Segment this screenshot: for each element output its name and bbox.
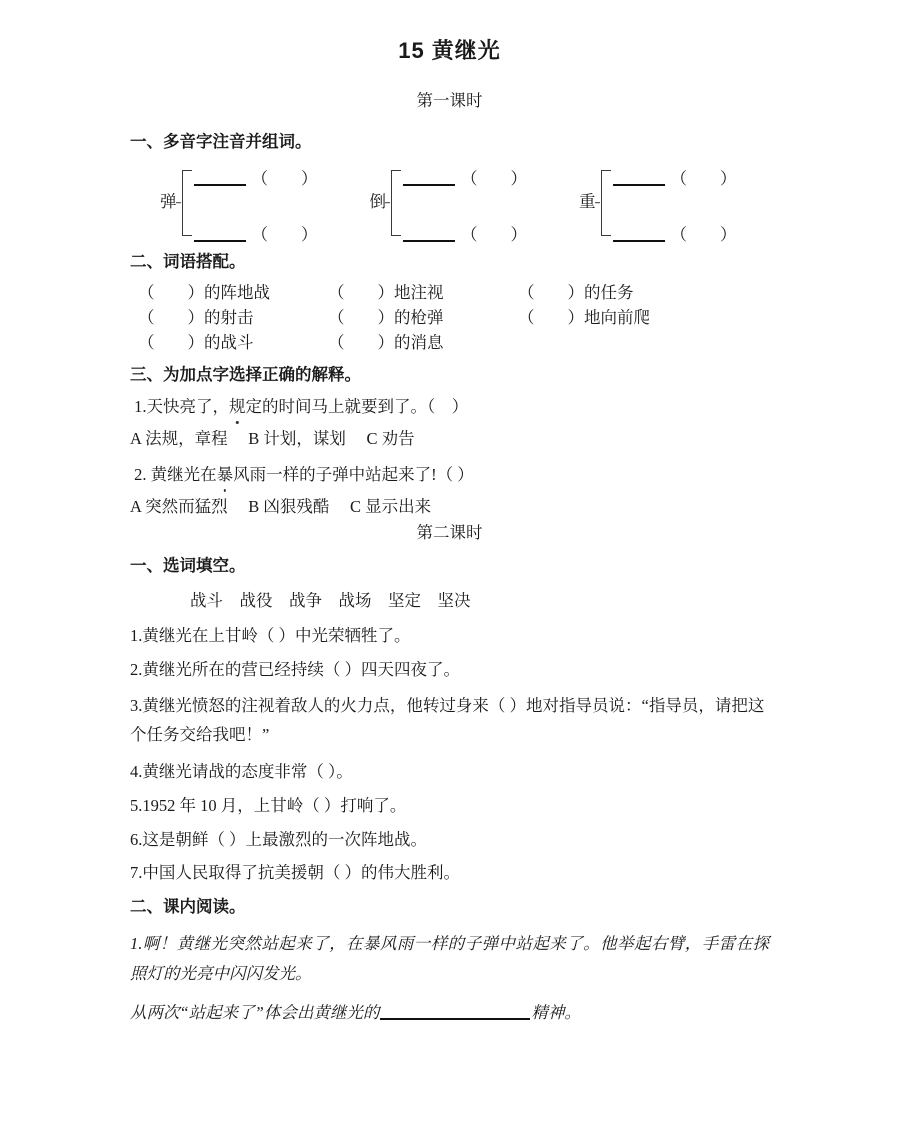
question-suffix: 风雨一样的子弹中站起来了!（ ） <box>233 464 474 484</box>
polyphone-line <box>403 164 527 189</box>
word-choice-item[interactable]: 3.黄继光愤怒的注视着敌人的火力点，他转过身来（ ）地对指导员说：“指导员，请把这个任务交给我吧！” <box>130 695 765 744</box>
reading-question-prefix: 从两次“站起来了”体会出黄继光的 <box>130 1002 380 1022</box>
word-paren[interactable]: （ ） <box>461 225 527 245</box>
polyphone-group <box>369 164 528 245</box>
collocation-item[interactable]: （ ）的战斗 <box>138 332 254 352</box>
collocation-row <box>130 331 769 356</box>
polyphone-char: 倒 <box>369 192 386 212</box>
explanation-options-2[interactable]: A 突然而猛烈 B 凶狠残酷 C 显示出来 <box>130 496 432 516</box>
word-choice-item[interactable]: 5.1952 年 10 月，上甘岭（ ）打响了。 <box>130 795 407 815</box>
polyphone-char: 弹 <box>160 192 177 212</box>
word-choice-item[interactable]: 6.这是朝鲜（ ）上最激烈的一次阵地战。 <box>130 829 427 849</box>
polyphone-lines <box>403 164 527 245</box>
polyphone-line <box>613 164 737 189</box>
pinyin-blank[interactable] <box>613 227 665 242</box>
dotted-char: 规 <box>229 395 246 419</box>
collocation-item[interactable]: （ ）地注视 <box>328 283 444 303</box>
section-title-word-choice: 一、选词填空。 <box>130 557 246 576</box>
dotted-char: 暴 <box>217 463 234 487</box>
polyphone-lines <box>194 164 318 245</box>
explanation-question-1[interactable] <box>130 395 769 419</box>
section-title-reading: 二、课内阅读。 <box>130 898 246 917</box>
explanation-options-1[interactable]: A 法规，章程 B 计划，谋划 C 劝告 <box>130 428 415 448</box>
brace-icon <box>182 170 192 236</box>
collocation-item[interactable]: （ ）地向前爬 <box>518 307 650 327</box>
pinyin-blank[interactable] <box>613 171 665 186</box>
polyphone-group-list <box>130 164 769 245</box>
word-paren[interactable]: （ ） <box>251 169 318 189</box>
word-choice-item[interactable]: 2.黄继光所在的营已经持续（ ）四天四夜了。 <box>130 659 460 679</box>
brace-icon <box>601 170 611 236</box>
answer-blank[interactable] <box>380 1004 530 1020</box>
polyphone-line <box>194 164 318 189</box>
polyphone-line <box>194 220 318 245</box>
polyphone-group <box>160 164 318 245</box>
lesson-two-heading: 第二课时 <box>416 524 483 543</box>
reading-question-suffix: 精神。 <box>531 1002 581 1022</box>
polyphone-line <box>613 220 737 245</box>
pinyin-blank[interactable] <box>194 171 246 186</box>
section-title-collocation: 二、词语搭配。 <box>130 252 246 271</box>
section-title-polyphone: 一、多音字注音并组词。 <box>130 133 312 152</box>
word-paren[interactable]: （ ） <box>251 225 318 245</box>
word-paren[interactable]: （ ） <box>670 169 737 189</box>
explanation-question-2[interactable] <box>130 463 769 487</box>
collocation-row <box>130 281 769 306</box>
polyphone-group <box>579 164 737 245</box>
word-choice-item[interactable]: 4.黄继光请战的态度非常（ ）。 <box>130 761 353 781</box>
polyphone-line <box>403 220 527 245</box>
brace-icon <box>391 170 401 236</box>
reading-passage: 1.啊！黄继光突然站起来了，在暴风雨一样的子弹中站起来了。他举起右臂，手雷在探照灯的光亮中闪闪发光。 <box>130 933 769 984</box>
collocation-item[interactable]: （ ）的射击 <box>138 307 254 327</box>
polyphone-char: 重 <box>579 192 596 212</box>
collocation-item[interactable]: （ ）的枪弹 <box>328 307 444 327</box>
collocation-item <box>518 331 708 356</box>
word-choice-item[interactable]: 7.中国人民取得了抗美援朝（ ）的伟大胜利。 <box>130 863 460 883</box>
collocation-row <box>130 306 769 331</box>
section-title-explanation: 三、为加点字选择正确的解释。 <box>130 366 361 385</box>
collocation-item[interactable]: （ ）的阵地战 <box>138 283 270 303</box>
polyphone-lines <box>613 164 737 245</box>
word-paren[interactable]: （ ） <box>461 169 527 189</box>
collocation-item[interactable]: （ ）的任务 <box>518 283 634 303</box>
reading-question <box>130 998 769 1029</box>
question-prefix: 2. 黄继光在 <box>130 464 217 484</box>
collocation-item[interactable]: （ ）的消息 <box>328 332 444 352</box>
page-title: 15 黄继光 <box>398 38 501 63</box>
question-prefix: 1.天快亮了， <box>130 396 229 416</box>
word-paren[interactable]: （ ） <box>670 225 737 245</box>
lesson-one-heading: 第一课时 <box>416 92 483 111</box>
word-choice-item[interactable]: 1.黄继光在上甘岭（ ）中光荣牺牲了。 <box>130 626 411 646</box>
pinyin-blank[interactable] <box>403 171 455 186</box>
question-suffix: 定的时间马上就要到了。（ ） <box>245 396 469 416</box>
pinyin-blank[interactable] <box>403 227 455 242</box>
pinyin-blank[interactable] <box>194 227 246 242</box>
word-bank: 战斗 战役 战争 战场 坚定 坚决 <box>190 590 471 610</box>
